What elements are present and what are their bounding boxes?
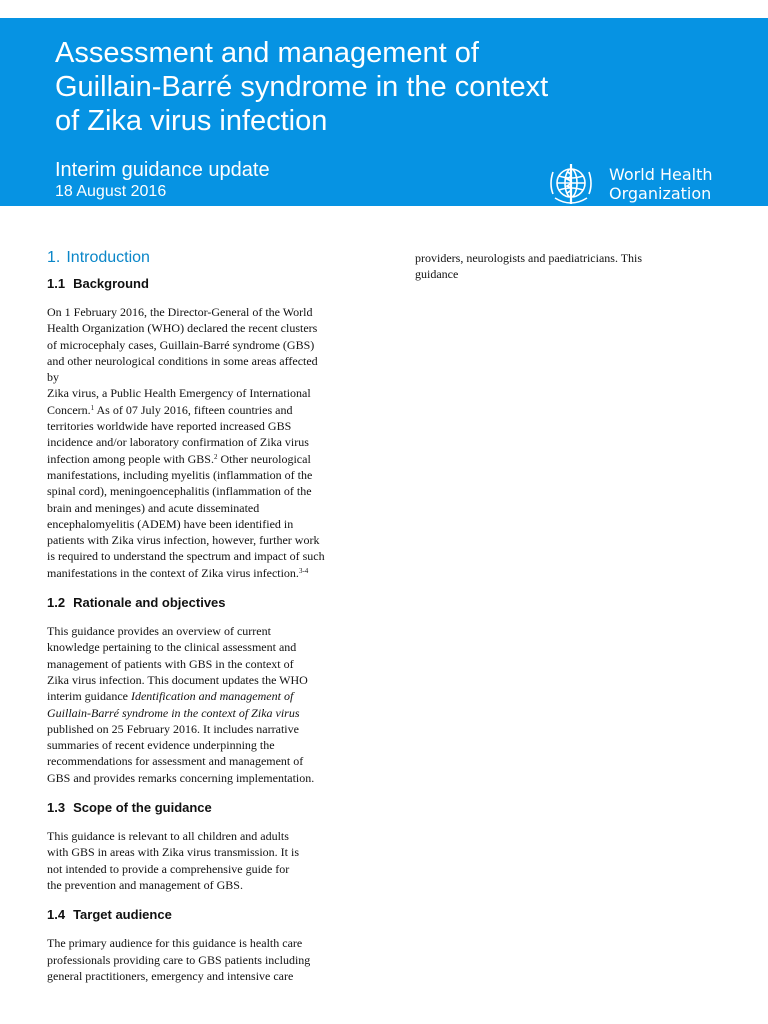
scope-paragraph — [47, 828, 359, 893]
audience-paragraph — [47, 935, 359, 984]
logo-line: World Health — [609, 165, 713, 184]
text-run: interim guidance — [47, 689, 131, 704]
logo-line: Organization — [609, 184, 712, 203]
text-line: This guidance provides an overview of current — [47, 624, 271, 639]
text-line: incidence and/or laboratory confirmation of Zika virus — [47, 435, 309, 450]
text-line: providers, neurologists and paediatricians. This — [415, 251, 643, 265]
text-line: the prevention and management of GBS. — [47, 877, 243, 892]
subsection-title: Rationale and objectives — [73, 595, 226, 611]
subsection-heading-background — [47, 276, 359, 292]
left-column — [47, 248, 359, 998]
text-line: published on 25 February 2016. It includes narrative — [47, 721, 299, 736]
subsection-heading-audience — [47, 907, 359, 923]
subsection-title: Scope of the guidance — [73, 800, 212, 816]
text-line: Zika virus, a Public Health Emergency of International — [47, 386, 311, 401]
subsection-number: 1.1 — [47, 276, 66, 291]
text-run: As of 07 July 2016, fifteen countries and — [94, 402, 293, 417]
audience-paragraph-continued — [415, 250, 695, 283]
who-logo — [543, 156, 723, 212]
title-line: of Zika virus infection — [55, 105, 328, 137]
subsection-heading-rationale — [47, 595, 359, 611]
text-line: spinal cord), meningoencephalitis (inflammation of the — [47, 484, 312, 499]
text-line: On 1 February 2016, the Director-General of the World — [47, 305, 313, 319]
text-line: professionals providing care to GBS patients including — [47, 952, 311, 967]
subsection-number: 1.2 — [47, 595, 66, 611]
text-line: with GBS in areas with Zika virus transmission. It is — [47, 845, 299, 860]
text-line: general practitioners, emergency and intensive care — [47, 968, 294, 983]
text-line: patients with Zika virus infection, however, further work — [47, 533, 320, 548]
text-run: Other neurological — [217, 451, 311, 466]
background-paragraph — [47, 304, 359, 581]
text-line — [47, 688, 359, 704]
title-banner — [0, 18, 768, 206]
section-title: Introduction — [66, 249, 150, 266]
text-line: brain and meninges) and acute disseminated — [47, 500, 260, 515]
cited-document-title: Guillain-Barré syndrome in the context of Zika virus — [47, 705, 300, 720]
text-line: The primary audience for this guidance is health care — [47, 936, 303, 951]
document-date: 18 August 2016 — [55, 183, 167, 200]
text-line — [47, 705, 359, 721]
text-line: encephalomyelitis (ADEM) have been identified in — [47, 516, 294, 531]
text-line: management of patients with GBS in the context of — [47, 656, 294, 671]
text-line: Zika virus infection. This document updates the WHO — [47, 672, 308, 687]
subsection-number: 1.4 — [47, 907, 66, 923]
footnote-ref[interactable]: 1 — [90, 403, 95, 412]
text-line: summaries of recent evidence underpinning the — [47, 738, 275, 753]
text-line: knowledge pertaining to the clinical assessment and — [47, 640, 297, 655]
title-line: Assessment and management of — [55, 37, 479, 69]
text-run: manifestations in the context of Zika virus infection. — [47, 565, 299, 580]
cited-document-title: Identification and management of — [130, 689, 294, 704]
text-line: Health Organization (WHO) declared the recent clusters — [47, 321, 318, 336]
text-line: territories worldwide have reported increased GBS — [47, 419, 292, 434]
text-line — [47, 402, 359, 418]
subsection-title: Target audience — [73, 907, 172, 923]
document-title — [55, 36, 655, 138]
text-line: by — [47, 370, 59, 385]
text-line — [47, 451, 359, 467]
text-line: recommendations for assessment and management of — [47, 754, 304, 769]
section-heading-introduction — [47, 248, 359, 268]
text-line: not intended to provide a comprehensive guide for — [47, 861, 290, 876]
text-line: and other neurological conditions in some areas affected — [47, 353, 318, 368]
text-line: manifestations, including myelitis (inflammation of the — [47, 467, 313, 482]
text-line: of microcephaly cases, Guillain-Barré syndrome (GBS) — [47, 337, 315, 352]
who-emblem-icon — [545, 158, 597, 210]
who-logo-text — [609, 165, 712, 203]
text-run: Concern. — [47, 402, 91, 417]
footnote-ref[interactable]: 3-4 — [298, 566, 309, 575]
footnote-ref[interactable]: 2 — [213, 452, 218, 461]
text-line: is required to understand the spectrum and impact of such — [47, 549, 325, 564]
text-line: guidance — [415, 267, 459, 282]
document-subtitle: Interim guidance update — [55, 159, 270, 181]
subsection-number: 1.3 — [47, 800, 66, 816]
subsection-title: Background — [73, 276, 149, 291]
text-line — [47, 565, 359, 581]
rationale-paragraph — [47, 623, 359, 786]
text-line: This guidance is relevant to all children and adults — [47, 829, 289, 844]
right-column — [415, 250, 695, 297]
subsection-heading-scope — [47, 800, 359, 816]
text-line: GBS and provides remarks concerning implementation. — [47, 770, 315, 785]
section-number: 1. — [47, 249, 61, 266]
text-run: infection among people with GBS. — [47, 451, 214, 466]
title-line: Guillain-Barré syndrome in the context — [55, 71, 549, 103]
